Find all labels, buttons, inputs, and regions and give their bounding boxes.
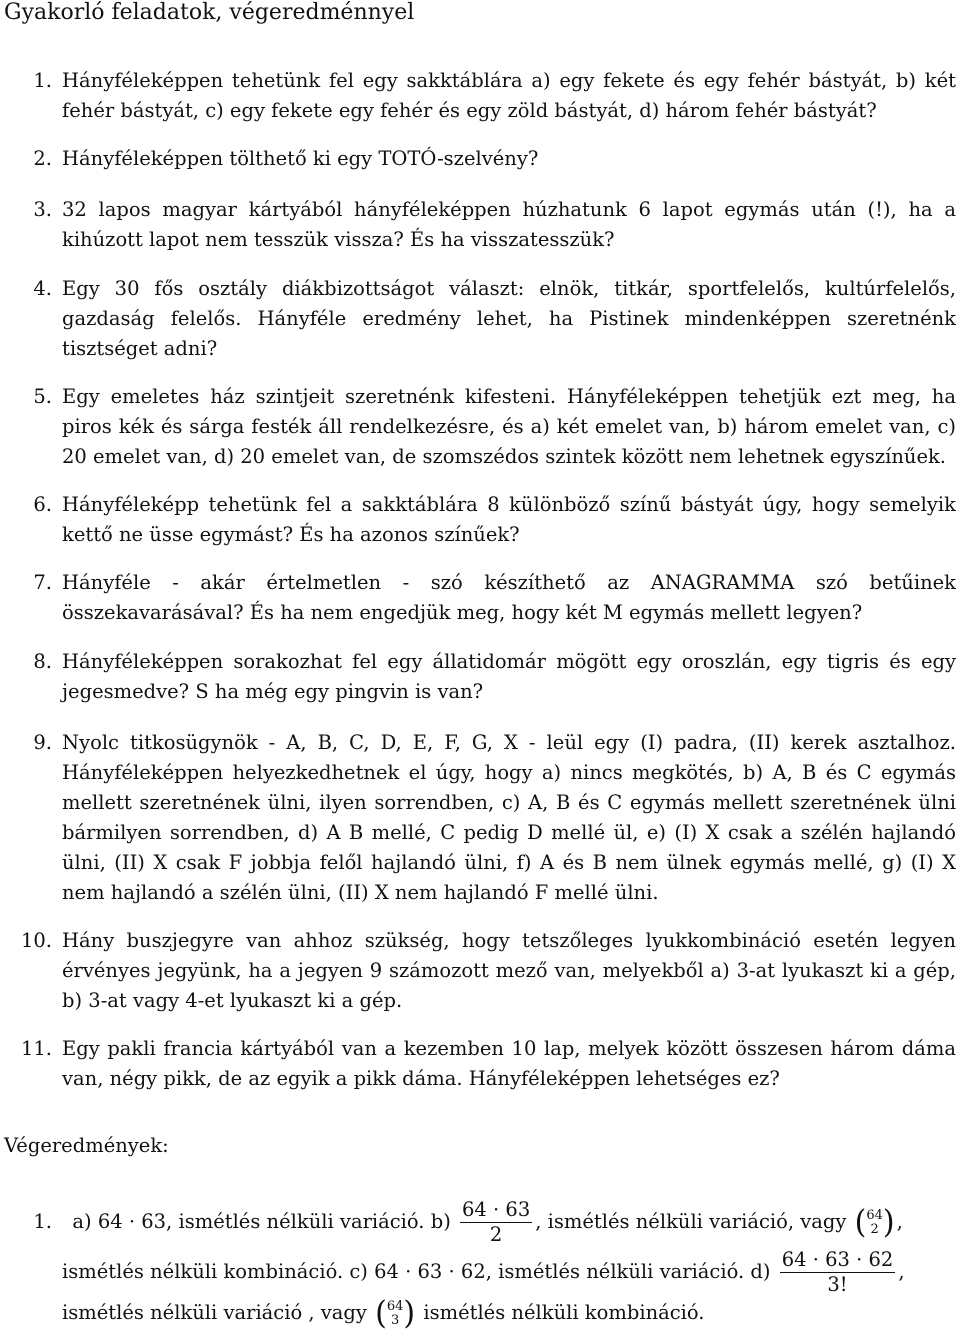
problem-number: 3.: [33, 198, 52, 221]
answer-1-line-3: [62, 1294, 705, 1332]
answer-line2-text: ismétlés nélküli kombináció. c) 64 · 63 · 62, ismétlés nélküli variáció. d): [62, 1260, 771, 1283]
problem-5: [0, 382, 960, 474]
binomial-top: 64: [386, 1298, 404, 1314]
problem-text: Hányféleképpen sorakozhat fel egy állatidomár mögött egy oroszlán, egy tigris és egy jegesmedve? S ha még egy pingvin is van?: [62, 650, 956, 703]
problem-number: 9.: [33, 731, 52, 754]
binomial-bottom: 3: [390, 1312, 400, 1328]
problem-6: [0, 490, 960, 552]
fraction-denominator: 2: [489, 1223, 503, 1246]
answer-a-text: a) 64 · 63, ismétlés nélküli variáció. b): [72, 1210, 451, 1233]
answer-1-line-1: 1. a) 64 · 63, ismétlés nélküli variáció. b) $\frac{64 \cdot 63}{2}$ , ismétlés nélküli variáció, vagy ( 64 2 ) ,: [0, 1198, 903, 1247]
problem-text: Hányféleképpen tölthető ki egy TOTÓ-szelvény?: [62, 147, 539, 170]
problem-number: 6.: [33, 493, 52, 516]
results-heading: Végeredmények:: [4, 1134, 169, 1157]
problem-number: 11.: [20, 1037, 52, 1060]
answer-b-after: , ismétlés nélküli variáció, vagy: [535, 1210, 847, 1233]
problem-3: [0, 195, 960, 257]
answer-1-line-2: ismétlés nélküli kombináció. c) 64 · 63 · 62, ismétlés nélküli variáció. d) $\frac{64 \cdot 63 \cdot 62}{3!}$ ,: [62, 1248, 905, 1296]
problem-9: [0, 728, 960, 910]
answer-number: 1.: [33, 1210, 52, 1233]
answer-line3-before: ismétlés nélküli variáció , vagy: [62, 1301, 367, 1324]
fraction-numerator: 64 · 63 · 62: [781, 1248, 894, 1271]
problem-text: Egy 30 fős osztály diákbizottságot választ: elnök, titkár, sportfelelős, kultúrfelelős, gazdaság felelős. Hányféle eredmény lehet, ha Pistinek mindenképpen szeretnénk tisztséget adni?: [62, 277, 956, 360]
problem-4: [0, 274, 960, 366]
problem-2: [0, 144, 960, 175]
problem-8: [0, 647, 960, 709]
problem-number: 7.: [33, 571, 52, 594]
binomial-top: 64: [866, 1207, 883, 1223]
problem-number: 2.: [33, 147, 52, 170]
page-title: Gyakorló feladatok, végeredménnyel: [4, 0, 415, 25]
problem-text: Hány buszjegyre van ahhoz szükség, hogy tetszőleges lyukkombináció esetén legyen érvényes jegyünk, ha a jegyen 9 számozott mező van, melyekből a) 3-at lyukaszt ki a gép, b) 3-at vagy 4-et lyukaszt ki a gép.: [62, 929, 956, 1012]
problem-number: 8.: [33, 650, 52, 673]
problem-text: Hányféleképpen tehetünk fel egy sakktáblára a) egy fekete és egy fehér bástyát, b) két fehér bástyát, c) egy fekete egy fehér és egy zöld bástyát, d) három fehér bástyát?: [62, 69, 956, 122]
problem-number: 1.: [33, 69, 52, 92]
fraction-denominator: 3!: [827, 1273, 848, 1296]
problem-10: [0, 926, 960, 1018]
fraction-d: [780, 1248, 896, 1297]
answer-line3-after: ismétlés nélküli kombináció.: [423, 1301, 705, 1324]
fraction-b: [460, 1198, 532, 1247]
problem-text: Hányféleképp tehetünk fel a sakktáblára 8 különböző színű bástyát úgy, hogy semelyik kettő ne üsse egymást? És ha azonos színűek?: [62, 493, 956, 546]
fraction-numerator: 64 · 63: [462, 1198, 531, 1221]
binomial-64-3: ( 64 3 ): [375, 1294, 416, 1332]
problem-number: 10.: [20, 929, 52, 952]
binomial-64-2: ( 64 2 ): [854, 1203, 895, 1241]
problem-text: Hányféle - akár értelmetlen - szó készíthető az ANAGRAMMA szó betűinek összekavarásával? És ha nem engedjük meg, hogy két M egymás mellett legyen?: [62, 571, 956, 624]
problem-number: 4.: [33, 277, 52, 300]
binomial-bottom: 2: [870, 1221, 879, 1237]
problem-text: 32 lapos magyar kártyából hányféleképpen húzhatunk 6 lapot egymás után (!), ha a kihúzott lapot nem tesszük vissza? És ha visszatesszük?: [62, 198, 956, 251]
problem-7: [0, 568, 960, 630]
problem-number: 5.: [33, 385, 52, 408]
problem-1: [0, 66, 960, 128]
problem-text: Egy emeletes ház szintjeit szeretnénk kifesteni. Hányféleképpen tehetjük ezt meg, ha piros kék és sárga festék áll rendelkezésre, és a) két emelet van, b) három emelet van, c) 20 emelet van, d) 20 emelet van, de szomszédos szintek között nem lehetnek egyszínűek.: [62, 385, 956, 468]
problem-text: Nyolc titkosügynök - A, B, C, D, E, F, G, X - leül egy (I) padra, (II) kerek asztalhoz. Hányféleképpen helyezkedhetnek el úgy, hogy a) nincs megkötés, b) A, B és C egymás mellett szeretnének ülni, ilyen sorrendben, c) A, B és C egymás mellett szeretnének ülni bármilyen sorrendben, d) A B mellé, C pedig D mellé ül, e) (I) X csak a szélén hajlandó ülni, (II) X csak F jobbja felől hajlandó ülni, f) A és B nem ülnek egymás mellé, g) (I) X nem hajlandó a szélén ülni, (II) X nem hajlandó F mellé ülni.: [62, 731, 956, 904]
problem-11: [0, 1034, 960, 1096]
problem-text: Egy pakli francia kártyából van a kezemben 10 lap, melyek között összesen három dáma van, négy pikk, de az egyik a pikk dáma. Hányféleképpen lehetséges ez?: [62, 1037, 956, 1090]
